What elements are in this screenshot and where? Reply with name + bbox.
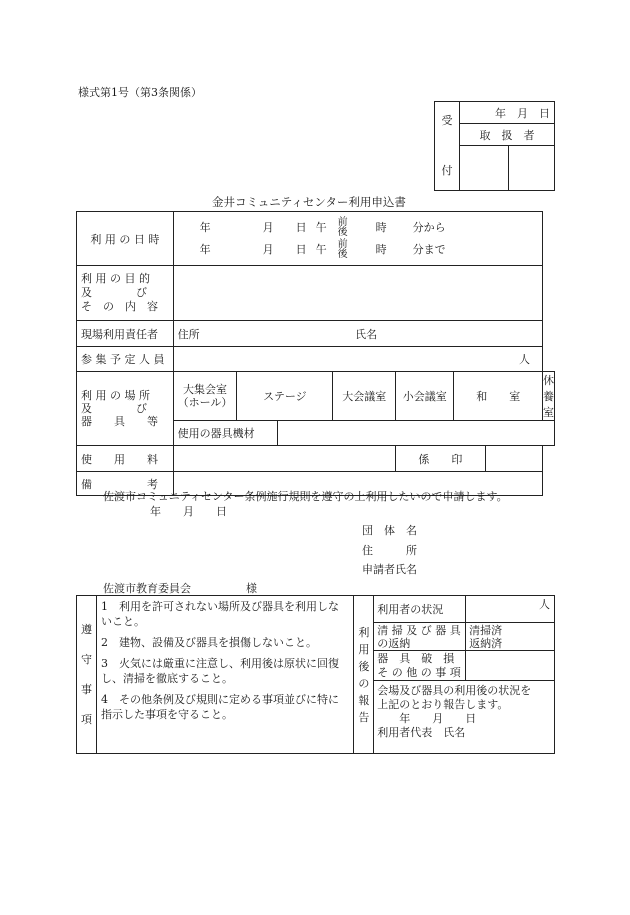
from-go: 午 [315,220,327,234]
room-japanese[interactable]: 和 室 [454,372,543,421]
rules-report-table [76,595,555,754]
applicant-addr-label: 住 所 [362,544,417,557]
receipt-handler: 取 扱 者 [460,124,555,146]
rule-item-3: 3 火気には厳重に注意し、利用後は原状に回復し、清掃を徹底すること。 [100,657,339,685]
rules-label: 遵 守 事 項 [77,596,97,754]
applicant-name-label: 申請者氏名 [362,563,417,576]
date-field[interactable] [173,212,542,266]
report-statement: 会場及び器具の利用後の状況を 上記のとおり報告します。 年 月 日 利用者代表 氏名 [374,681,555,754]
declaration-date: 年 月 日 [150,505,227,518]
receipt-uke: 受 [441,114,453,127]
form-number: 様式第1号（第3条関係） [78,86,202,99]
application-table [76,211,555,496]
damage-label: 器 具 破 損 そ の 他 の 事 項 [374,651,466,681]
receipt-cell-2[interactable] [509,146,555,191]
addressee: 佐渡市教育委員会 様 [103,582,257,595]
equipment-field[interactable] [277,421,554,446]
room-small-meeting[interactable]: 小会議室 [396,372,454,421]
attendees-label: 参 集 予 定 人 員 [77,347,174,372]
cleaning-field[interactable]: 清掃済 返納済 [466,623,555,651]
date-from-line [200,218,542,238]
receipt-box [434,101,555,191]
receipt-tsuke: 付 [441,164,453,177]
place-label: 利 用 の 場 所 及 び 器 具 等 [77,372,174,446]
room-large-meeting[interactable]: 大会議室 [333,372,396,421]
receipt-date: 年 月 日 [460,102,555,124]
cleaning-label: 清 掃 及 び 器 具 の返納 [374,623,466,651]
manager-label: 現場利用責任者 [77,321,174,347]
manager-name-label: 氏名 [355,327,378,341]
seal-label: 係 印 [396,446,486,472]
status-label: 利用者の状況 [374,596,466,623]
to-hour: 時 [375,242,387,256]
applicant-org-label: 団 体 名 [362,524,417,537]
room-stage[interactable]: ステージ [237,372,333,421]
attendees-field[interactable]: 人 [173,347,542,372]
rule-item-2: 2 建物、設備及び器具を損傷しないこと。 [100,636,317,649]
seal-field[interactable] [485,446,542,472]
purpose-label: 利 用 の 目 的 及 び そ の 内 容 [77,266,174,321]
to-ampm: 前 後 [337,238,348,260]
from-hour: 時 [375,220,387,234]
to-day: 日 [295,242,307,256]
fee-label: 使 用 料 [77,446,174,472]
from-month: 月 [262,220,274,234]
to-month: 月 [262,242,274,256]
date-label: 利 用 の 日 時 [77,212,174,266]
manager-address-label: 住所 [177,327,200,341]
purpose-field[interactable] [173,266,542,321]
to-minute: 分まで [412,242,446,256]
to-go: 午 [315,242,327,256]
report-label: 利 用 後 の 報 告 [354,596,374,754]
rule-item-4: 4 その他条例及び規則に定める事項並びに特に指示した事項を守ること。 [100,693,339,721]
room-large-hall[interactable]: 大集会室 （ホール） [173,372,237,421]
from-day: 日 [295,220,307,234]
manager-field[interactable] [173,321,542,347]
receipt-side-label [435,102,460,191]
from-ampm: 前 後 [337,216,348,238]
damage-field[interactable] [466,651,555,681]
to-year: 年 [199,242,211,256]
declaration: 佐渡市コミュニティセンター条例施行規則を遵守の上利用したいので申請します。 [103,490,508,503]
equipment-label: 使用の器具機材 [173,421,277,446]
form-title: 金井コミュニティセンター利用申込書 [212,195,406,209]
rule-item-1: 1 利用を許可されない場所及び器具を利用しないこと。 [100,600,339,628]
receipt-cell-1[interactable] [460,146,509,191]
fee-field[interactable] [173,446,395,472]
date-to-line [200,240,542,260]
from-minute: 分から [412,220,446,234]
from-year: 年 [199,220,211,234]
status-field[interactable]: 人 [466,596,555,623]
rules-list [96,596,353,754]
room-rest[interactable]: 休 養 室 [543,372,555,421]
remarks-label: 備 考 [77,472,174,496]
